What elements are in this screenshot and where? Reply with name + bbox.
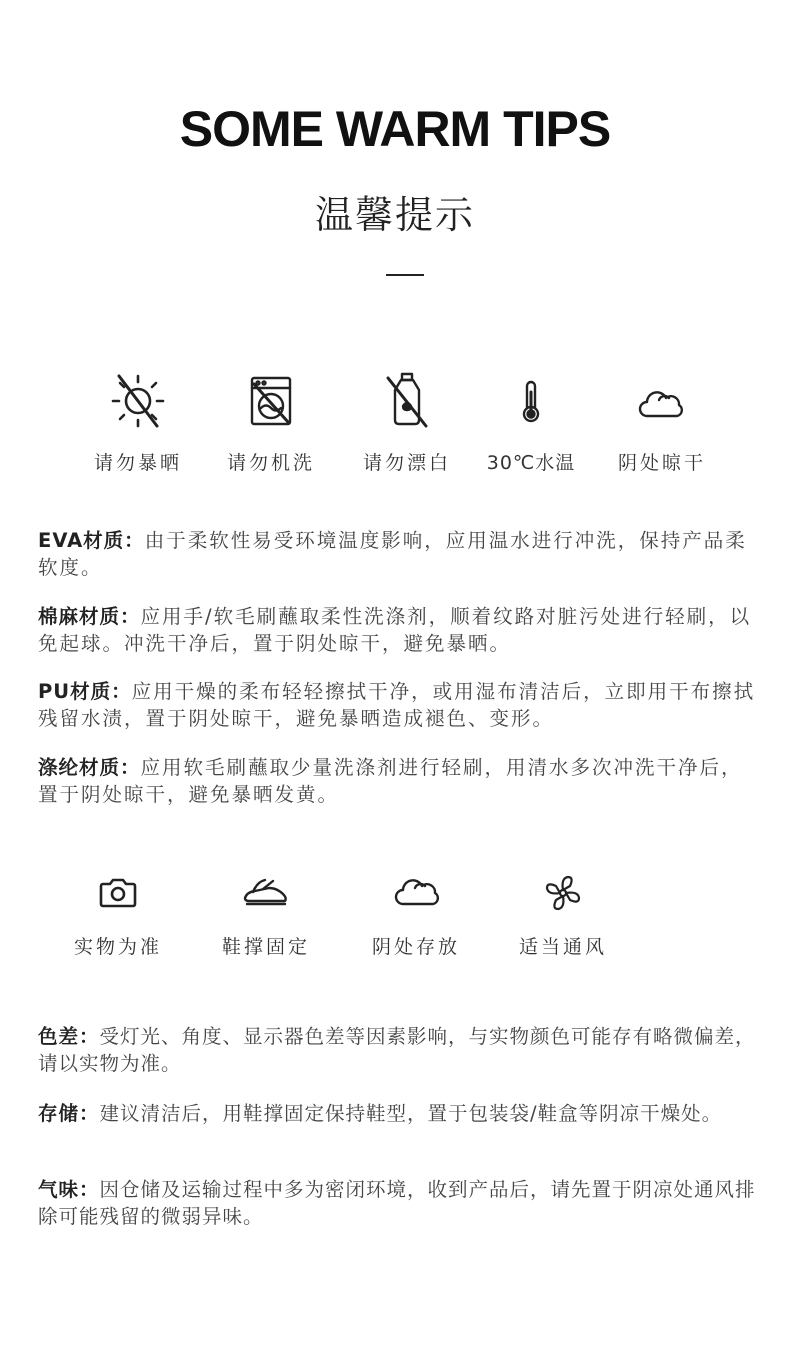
care-label-no-sun: 请勿暴晒 (93, 452, 182, 474)
note-color-diff-text: 受灯光、角度、显示器色差等因素影响，与实物颜色可能存有略微偏差，请以实物为准。 (38, 1025, 756, 1075)
storage-label-ventilate: 适当通风 (518, 936, 607, 958)
thermometer-icon (498, 368, 564, 434)
care-label-no-bleach: 请勿漂白 (362, 452, 451, 474)
note-color-diff (38, 1023, 763, 1077)
storage-item-ventilate (505, 866, 621, 959)
storage-label-shade-store: 阴处存放 (371, 936, 460, 958)
note-color-diff-key: 色差： (38, 1025, 100, 1048)
page-title: SOME WARM TIPS (179, 101, 611, 157)
no-machine-wash-icon (238, 368, 304, 434)
shoe-tree-icon (241, 866, 291, 918)
note-cotton-linen-text: 应用手/软毛刷蘸取柔性洗涤剂，顺着纹路对脏污处进行轻刷，以免起球。冲洗干净后，置于阴处晾干，避免暴晒。 (38, 605, 752, 655)
note-odor (38, 1176, 763, 1230)
storage-item-shoe-tree (208, 866, 324, 959)
care-item-water-temp (473, 368, 589, 475)
note-eva-text: 由于柔软性易受环境温度影响，应用温水进行冲洗，保持产品柔软度。 (38, 529, 747, 579)
title-divider (386, 274, 424, 276)
camera-icon (93, 866, 143, 918)
note-pu-key: PU材质： (38, 680, 132, 703)
storage-item-shade-store (358, 866, 474, 959)
page-subtitle: 温馨提示 (314, 193, 475, 237)
care-label-water-temp: 30℃水温 (486, 452, 576, 474)
note-polyester (38, 754, 763, 808)
note-eva (38, 527, 763, 581)
note-storage-key: 存储： (38, 1102, 100, 1125)
note-pu (38, 678, 763, 732)
note-cotton-linen-key: 棉麻材质： (38, 605, 141, 628)
care-item-shade-dry (604, 368, 720, 475)
no-sun-icon (105, 368, 171, 434)
note-polyester-key: 涤纶材质： (38, 756, 141, 779)
care-item-no-sun (80, 368, 196, 475)
care-item-no-bleach (349, 368, 465, 475)
storage-label-shoe-tree: 鞋撑固定 (221, 936, 310, 958)
storage-label-actual: 实物为准 (73, 936, 162, 958)
note-storage-text: 建议清洁后，用鞋撑固定保持鞋型，置于包装袋/鞋盒等阴凉干燥处。 (99, 1102, 723, 1125)
no-bleach-icon (374, 368, 440, 434)
note-cotton-linen (38, 603, 763, 657)
fan-icon (538, 866, 588, 918)
note-odor-key: 气味： (38, 1178, 100, 1201)
care-label-shade-dry: 阴处晾干 (617, 452, 706, 474)
cloud-icon (629, 368, 695, 434)
note-pu-text: 应用干燥的柔布轻轻擦拭干净，或用湿布清洁后，立即用干布擦拭残留水渍，置于阴处晾干，避免暴晒造成褪色、变形。 (38, 680, 756, 730)
storage-item-actual (60, 866, 176, 959)
care-label-no-machine-wash: 请勿机洗 (226, 452, 315, 474)
care-item-no-machine-wash (213, 368, 329, 475)
note-polyester-text: 应用软毛刷蘸取少量洗涤剂进行轻刷，用清水多次冲洗干净后，置于阴处晾干，避免暴晒发黄。 (38, 756, 743, 806)
note-storage (38, 1100, 763, 1127)
cloud-icon (391, 866, 441, 918)
note-odor-text: 因仓储及运输过程中多为密闭环境，收到产品后，请先置于阴凉处通风排除可能残留的微弱异味。 (38, 1178, 756, 1228)
note-eva-key: EVA材质： (38, 529, 145, 552)
